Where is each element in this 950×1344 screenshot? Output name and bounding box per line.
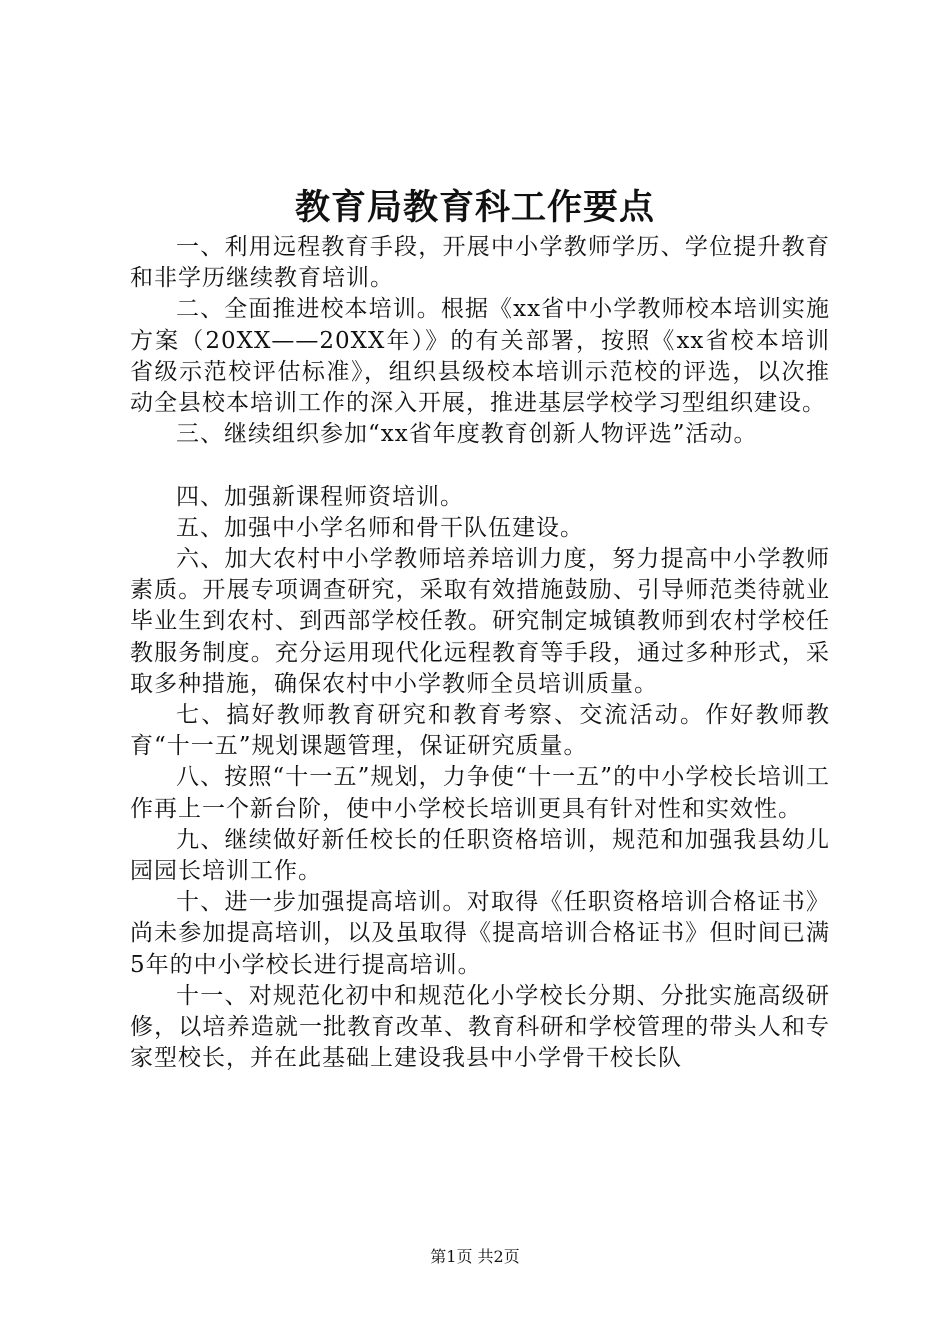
document-title: 教育局教育科工作要点 xyxy=(294,187,655,228)
paragraph-7: 七、搞好教师教育研究和教育考察、交流活动。作好教师教育“十一五”规划课题管理，保证研究质量。 xyxy=(130,702,830,760)
paragraph-5: 五、加强中小学名师和骨干队伍建设。 xyxy=(176,514,584,541)
paragraph-9: 九、继续做好新任校长的任职资格培训，规范和加强我县幼儿园园长培训工作。 xyxy=(130,826,830,885)
paragraph-8: 八、按照“十一五”规划，力争使“十一五”的中小学校长培训工作再上一个新台阶，使中小学校长培训更具有针对性和实效性。 xyxy=(130,764,830,822)
paragraph-11: 十一、对规范化初中和规范化小学校长分期、分批实施高级研修，以培养造就一批教育改革、教育科研和学校管理的带头人和专家型校长，并在此基础上建设我县中小学骨干校长队 xyxy=(130,982,830,1072)
page-footer: 第1页 共2页 xyxy=(430,1247,520,1266)
paragraph-2: 二、全面推进校本培训。根据《xx省中小学教师校本培训实施方案（20XX——20XX年）》的有关部署，按照《xx省校本培训省级示范校评估标准》，组织县级校本培训示范校的评选，以次推动全县校本培训工作的深入开展，推进基层学校学习型组织建设。 xyxy=(130,296,830,417)
paragraph-10: 十、进一步加强提高培训。对取得《任职资格培训合格证书》尚未参加提高培训，以及虽取得《提高培训合格证书》但时间已满5年的中小学校长进行提高培训。 xyxy=(130,889,830,978)
blank-line xyxy=(130,450,830,481)
paragraph-1: 一、利用远程教育手段，开展中小学教师学历、学位提升教育和非学历继续教育培训。 xyxy=(130,234,830,292)
document-body xyxy=(130,232,830,1074)
paragraph-3: 三、继续组织参加“xx省年度教育创新人物评选”活动。 xyxy=(176,421,758,448)
paragraph-4: 四、加强新课程师资培训。 xyxy=(176,483,464,510)
paragraph-6: 六、加大农村中小学教师培养培训力度，努力提高中小学教师素质。开展专项调查研究，采取有效措施鼓励、引导师范类待就业毕业生到农村、到西部学校任教。研究制定城镇教师到农村学校任教服务制度。充分运用现代化远程教育等手段，通过多种形式，采取多种措施，确保农村中小学教师全员培训质量。 xyxy=(130,546,830,697)
